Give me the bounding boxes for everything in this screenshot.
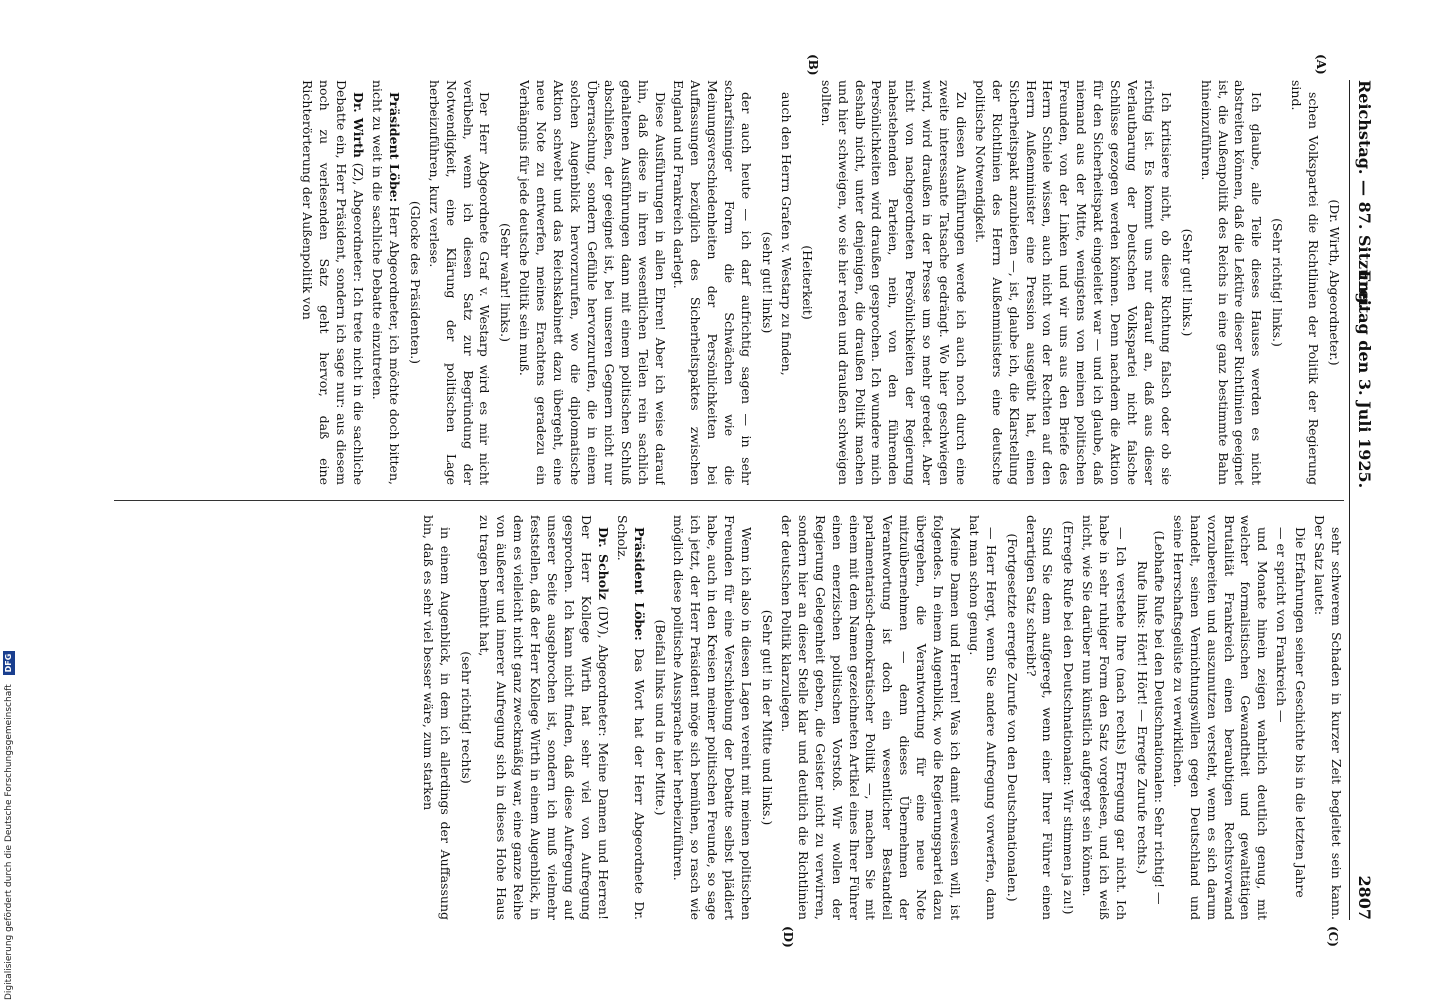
page-number: 2807 — [1355, 875, 1374, 920]
speaker-name: Präsident Löbe: — [386, 92, 402, 203]
paragraph-text: (sehr gut! links) — [760, 231, 775, 334]
paragraph-text: Diese Ausführungen in allen Ehren! Aber ich weise darauf hin, daß diese in ihren wesentlichen Teilen rein sachlich gehaltenen Ausführungen dann mit einem politischen Schluß abschließen, der geeignet ist, bei unseren Gegnern nicht nur Überraschung, sondern Gefühle hervorzurufen, die in einem solchen Augenblick hervorzurufen, wo die diplomatische Aktion schwebt und das Reichskabinett dazu übergeht, eine neue Note zu entwerfen, meines Erachtens geradezu ein Verhängnis für jede deutsche Politik sein muß. — [517, 80, 668, 485]
paragraph-text: (Fortgesetzte erregte Zurufe von den Deutschnationalen.) — [1004, 533, 1020, 902]
stage-direction — [457, 515, 474, 920]
paragraph-text: der auch heute — ich darf aufrichtig sagen — in sehr scharfsinniger Form die Schwächen wie die Meinungsverschiedenheiten der Persönlichkeiten bei Auffassungen bezüglich des Sicherheitspaktes zwischen England und Frankreich darlegt. — [671, 80, 755, 485]
speech-paragraph — [1022, 515, 1056, 920]
paragraph-text: (Sehr gut! in der Mitte und links.) — [760, 609, 775, 826]
speech-paragraph — [777, 515, 963, 920]
right-column — [104, 515, 1344, 920]
paragraph-text: Herr Abgeordneter, ich möchte doch bitten, nicht zu weit in die sachliche Debatte einzutreten. — [370, 80, 402, 485]
paragraph-text: (DV), Abgeordneter: Meine Damen und Herren! Der Herr Kollege Wirth hat sehr viel von Aufregung gesprochen. Ich kann nicht finden, daß diese Aufregung auf unserer Seite ausgebrochen ist, sondern ich muß vielmehr feststellen, daß der Herr Kollege Wirth in einem Augenblick, in dem es vielleicht nicht ganz zweckmäßig war, eine ganze Reihe von äußerer und innerer Aufregung sich in dieses Hohe Haus zu tragen bemüht hat, — [477, 515, 611, 920]
speech-paragraph — [1169, 515, 1270, 920]
margin-mark-a: (A) — [1314, 54, 1328, 75]
paragraph-text: (sehr richtig! rechts) — [458, 651, 474, 784]
speech-paragraph — [670, 80, 755, 485]
paragraph-text: sehr schwerem Schaden in kurzer Zeit begleitet sein kann. Der Satz lautet: — [1312, 515, 1344, 920]
dfg-logo: DFG — [3, 651, 15, 676]
paragraph-text: auch den Herrn Grafen v. Westarp zu finden, — [778, 92, 794, 376]
paragraph-text: in einem Augenblick, in dem ich allerdings der Auffassung bin, daß es sehr viel besser wäre, zum starken — [420, 515, 453, 920]
stage-direction — [1178, 80, 1195, 485]
speaker-name: Präsident Löbe: — [631, 527, 647, 641]
column-divider — [114, 500, 1344, 501]
speech-paragraph — [419, 515, 453, 920]
left-column — [104, 80, 1344, 485]
paragraph-text: Wenn ich also in diesen Lagen vereint mit meinen politischen Freunden für eine Verschiebung der Debatte selbst plädiert habe, auch in den Kreisen meiner politischen Freunde, so sage ich jetzt, der Herr Präsident möge sich bemühen, so rasch wie möglich diese politische Aussprache hier herbeizuführen. — [671, 515, 755, 920]
stage-direction — [1268, 80, 1285, 485]
speech-paragraph — [613, 515, 647, 920]
paragraph-text: Die Erfahrungen seiner Geschichte bis in die letzten Jahre — [1293, 527, 1309, 898]
document-sheet — [90, 54, 1380, 948]
speech-paragraph — [1287, 80, 1321, 485]
stage-direction — [1060, 515, 1077, 920]
speech-paragraph — [368, 80, 402, 485]
paragraph-text: Meine Damen und Herren! Was ich damit erweisen will, ist folgendes. In einem Augenblick, wo die Regierungspartei dazu übergehen, die Verantwortung für eine neue Note mitzuübernehmen — denn dieses Übernehmen der Verantwortung ist doch ein wesentlicher Bestandteil parlamentarisch-demokratischer Politik —, machen Sie mit einem mit dem Namen gezeichneten Artikel eines Ihrer Führer einen enerzischen politischen Vorstoß. Wir wollen der Regierung Gelegenheit geben, die Geister nicht zu verwirren, sondern hier an dieser Stelle klar und deutlich die Richtlinien der deutschen Politik klarzulegen. — [778, 515, 963, 920]
stage-direction — [1133, 515, 1167, 920]
speech-paragraph — [1197, 80, 1265, 485]
margin-mark-d: (D) — [781, 926, 795, 948]
speech-paragraph — [971, 80, 1174, 485]
paragraph-text: (Heiterkeit) — [799, 245, 815, 320]
paragraph-text: (Beifall links und in der Mitte.) — [652, 619, 668, 816]
speech-paragraph — [670, 515, 755, 920]
speech-paragraph — [1272, 515, 1289, 920]
paragraph-text: (Sehr wahr! links.) — [498, 223, 514, 342]
paragraph-text: Das Wort hat der Herr Abgeordnete Dr. Scholz. — [614, 515, 647, 920]
speaker-name: Dr. Wirth — [351, 92, 367, 158]
paragraph-text: Zu diesen Ausführungen werde ich auch noch durch eine zweite interessante Tatsache gedrängt. Wo hier geschwiegen wird, wird draußen in der Presse um so mehr geredet. Aber nicht von nachgeordneten Persönlichkeiten der Regierung nahestehenden Parteien, nein, von den führenden Persönlichkeiten wird draußen gesprochen. Ich wundere mich deshalb nicht, unter denjenigen, die draußen Politik machen und hier schweigen, wo sie hier reden und draußen schweigen sollten. — [818, 80, 969, 485]
paragraph-text: Ich glaube, alle Teile dieses Hauses werden es nicht abstreiten können, daß die Lektüre dieser Richtlinien geeignet ist, die Außenpolitik des Reichs in eine ganz bestimmte Bahn hineinzuführen. — [1198, 80, 1265, 485]
header-session: Reichstag. — 87. Sitzung. — [1355, 80, 1374, 310]
page-header — [1349, 80, 1380, 920]
paragraph-text: — er spricht von Frankreich — — [1274, 527, 1290, 723]
speech-paragraph — [476, 515, 611, 920]
paragraph-text: (Glocke des Präsidenten.) — [407, 200, 423, 365]
stage-direction — [758, 515, 775, 920]
paragraph-text: Sind Sie denn aufgeregt, wenn einer Ihrer Führer einen derartigen Satz schreibt? — [1023, 515, 1056, 920]
speaker-name: Dr. Scholz — [595, 527, 611, 600]
speech-paragraph — [965, 515, 999, 920]
paragraph-text: Der Herr Abgeordnete Graf v. Westarp wird es mir nicht verübeln, wenn ich diesen Satz zur Begründung der Notwendigkeit, eine Klärung der politischen Lage herbeizuführen, kurz verlese. — [426, 80, 493, 485]
stage-direction — [497, 80, 514, 485]
paragraph-text: (Sehr gut! links.) — [1179, 228, 1195, 337]
paragraph-text: (Erregte Rufe bei den Deutschnationalen: Wir stimmen ja zu!) — [1061, 520, 1077, 915]
speech-paragraph — [777, 80, 794, 485]
caption-text: Digitalisierung gefördert durch die Deutsche Forschungsgemeinschaft — [4, 684, 14, 1000]
paragraph-text: Ich kritisiere nicht, ob diese Richtung falsch oder ob sie richtig ist. Es kommt uns nur darauf an, daß aus dieser Verlautbarung der Deutschen Volkspartei nicht falsche Schlüsse gezogen werden können. Denn nachdem die Aktion für den Sicherheitspakt eingeleitet war — und ich glaube, daß niemand aus der Mitte, wenigstens von meinen politischen Freunden, von der Linken und wir uns aus den Briefe des Herrn Schiele wissen, auch nicht von der Rechten auf den Herrn Außenminister eine Pression ausgeübt hat, einen Sicherheitspakt anzubieten —, ist, glaube ich, die Klarstellung der Richtlinien des Herrn Außenministers eine deutsche politische Notwendigkeit. — [972, 80, 1174, 485]
speech-paragraph — [425, 80, 493, 485]
stage-direction — [758, 80, 775, 485]
stage-direction — [1325, 80, 1342, 485]
paragraph-text: (Lebhafte Rufe bei den Deutschnationalen: Sehr richtig! — Rufe links: Hört! Hört! — Erregte Zurufe rechts.) — [1135, 530, 1167, 905]
paragraph-text: schen Volkspartei die Richtlinien der Politik der Regierung sind. — [1289, 80, 1322, 485]
stage-direction — [798, 80, 815, 485]
paragraph-text: (Z), Abgeordneter: Ich trete nicht in die sachliche Debatte ein, Herr Präsident, sondern ich sage nur: aus diesem noch zu verlesenden Satz geht hervor, daß eine Richterörterung der Außenpolitik von — [300, 80, 367, 485]
speech-paragraph — [1078, 515, 1129, 920]
header-date: Freitag den 3. Juli 1925. — [1355, 270, 1374, 489]
speech-paragraph — [515, 80, 667, 485]
paragraph-text: (Dr. Wirth, Abgeordneter.) — [1327, 199, 1342, 366]
stage-direction — [651, 515, 668, 920]
paragraph-text: — Ich verstehe Ihre (nach rechts) Erregung gar nicht. Ich habe in sehr ruhiger Form den Satz vorgelesen, und ich weiß nicht, wie Sie darüber nun künstlich aufgeregt sein können. — [1080, 515, 1130, 920]
digitization-caption — [2, 0, 16, 1000]
stage-direction — [406, 80, 423, 485]
speech-paragraph — [1310, 515, 1344, 920]
stage-direction — [1003, 515, 1020, 920]
margin-mark-c: (C) — [1326, 926, 1340, 947]
speech-paragraph — [299, 80, 367, 485]
margin-mark-b: (B) — [806, 54, 820, 76]
paragraph-text: — Herr Hergt, wenn Sie andere Aufregung vorwerfen, dann hat man schon genug. — [966, 515, 999, 920]
paragraph-text: und Monate hinein zeigen wahrlich deutlich genug, mit welcher formalistischen Gewandtheit und gewalttätigen Brutalität Frankreich einen beraubtigen Rechtsvorwand vorzubereiten und auszunutzen versteht, wenn es sich darum handelt, seinen Vernichtungswillen gegen Deutschland und seine Herrschaftsgelüste zu verwirklichen. — [1170, 515, 1271, 920]
speech-paragraph — [1291, 515, 1308, 920]
paragraph-text: (Sehr richtig! links.) — [1270, 218, 1286, 347]
speech-paragraph — [817, 80, 969, 485]
